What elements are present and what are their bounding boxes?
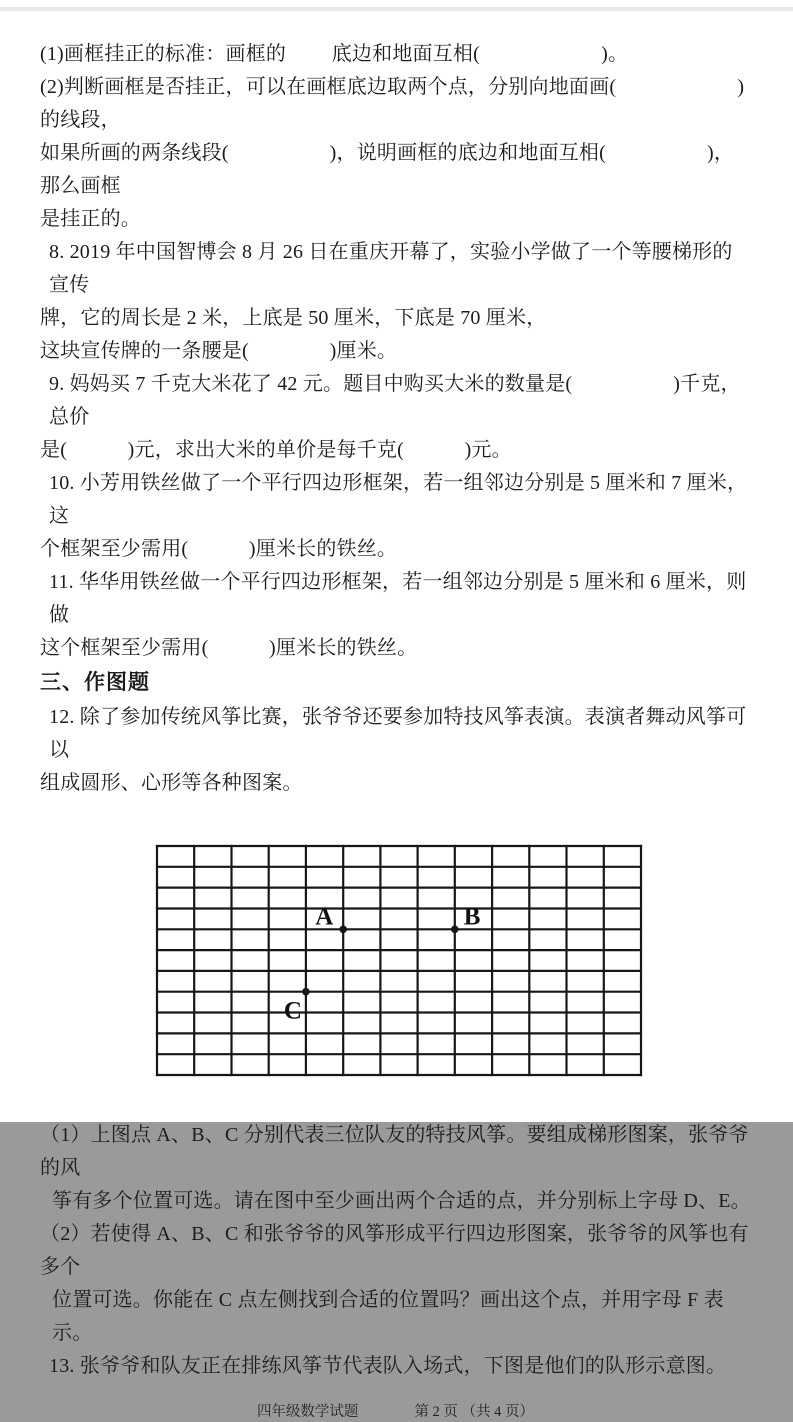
q12-line2: 组成圆形、心形等各种图案。 [40,772,303,794]
q12-sub2-line2: 位置可选。你能在 C 点左侧找到合适的位置吗？画出这个点，并用字母 F 表示。 [52,1289,724,1344]
q13-line: 13. 张爷爷和队友正在排练风筝节代表队入场式，下图是他们的队形示意图。 [49,1355,727,1377]
point-label-A: A [315,903,334,931]
q7-sub2-cont: 如果所画的两条线段( )，说明画框的底边和地面互相( )，那么画框 [40,142,735,197]
point-label-C: C [283,997,302,1025]
q11-line2: 这个框架至少需用( )厘米长的铁丝。 [40,637,418,659]
point-dot-B [451,926,459,934]
q12-sub2-line1: （2）若使得 A、B、C 和张爷爷的风筝形成平行四边形图案，张爷爷的风筝也有多个 [40,1223,749,1278]
grid-figure [155,844,643,1083]
q9-line1: 9. 妈妈买 7 千克大米花了 42 元。题目中购买大米的数量是( )千克，总价 [49,373,741,428]
point-dot-A [339,926,347,934]
page-footer [40,1402,751,1422]
q11-line1: 11. 华华用铁丝做一个平行四边形框架，若一组邻边分别是 5 厘米和 6 厘米，则做 [49,571,747,626]
section-heading-drawing: 三、作图题 [40,671,150,694]
q10-line1: 10. 小芳用铁丝做了一个平行四边形框架，若一组邻边分别是 5 厘米和 7 厘米，这 [49,472,748,527]
q10-line2: 个框架至少需用( )厘米长的铁丝。 [40,538,398,560]
footer-page-number: 第 2 页 （共 4 页） [414,1404,535,1420]
q12-sub1-line2: 筝有多个位置可选。请在图中至少画出两个合适的点，并分别标上字母 D、E。 [52,1190,751,1212]
q8-line2: 牌，它的周长是 2 米，上底是 50 厘米，下底是 70 厘米， [40,307,547,329]
point-label-B: B [463,903,481,931]
grid-svg [155,844,643,1077]
q8-line1: 8. 2019 年中国智博会 8 月 26 日在重庆开幕了，实验小学做了一个等腰梯形的宣传 [49,241,733,296]
q7-sub1-line: (1)画框挂正的标准：画框的 底边和地面互相( )。 [40,43,629,65]
q7-sub2-end: 是挂正的。 [40,208,141,230]
footer-course-title: 四年级数学试题 [256,1404,359,1420]
q12-line1: 12. 除了参加传统风筝比赛，张爷爷还要参加特技风筝表演。表演者舞动风筝可以 [49,706,747,761]
q9-line2: 是( )元，求出大米的单价是每千克( )元。 [40,439,512,461]
q12-sub1-line1: （1）上图点 A、B、C 分别代表三位队友的特技风筝。要组成梯形图案，张爷爷的风 [40,1124,749,1179]
point-dot-C [302,988,310,996]
scan-artifact [0,7,793,11]
q8-line3: 这块宣传牌的一条腰是( )厘米。 [40,340,398,362]
q7-sub2-line: (2)判断画框是否挂正，可以在画框底边取两个点，分别向地面画( )的线段， [40,76,745,131]
